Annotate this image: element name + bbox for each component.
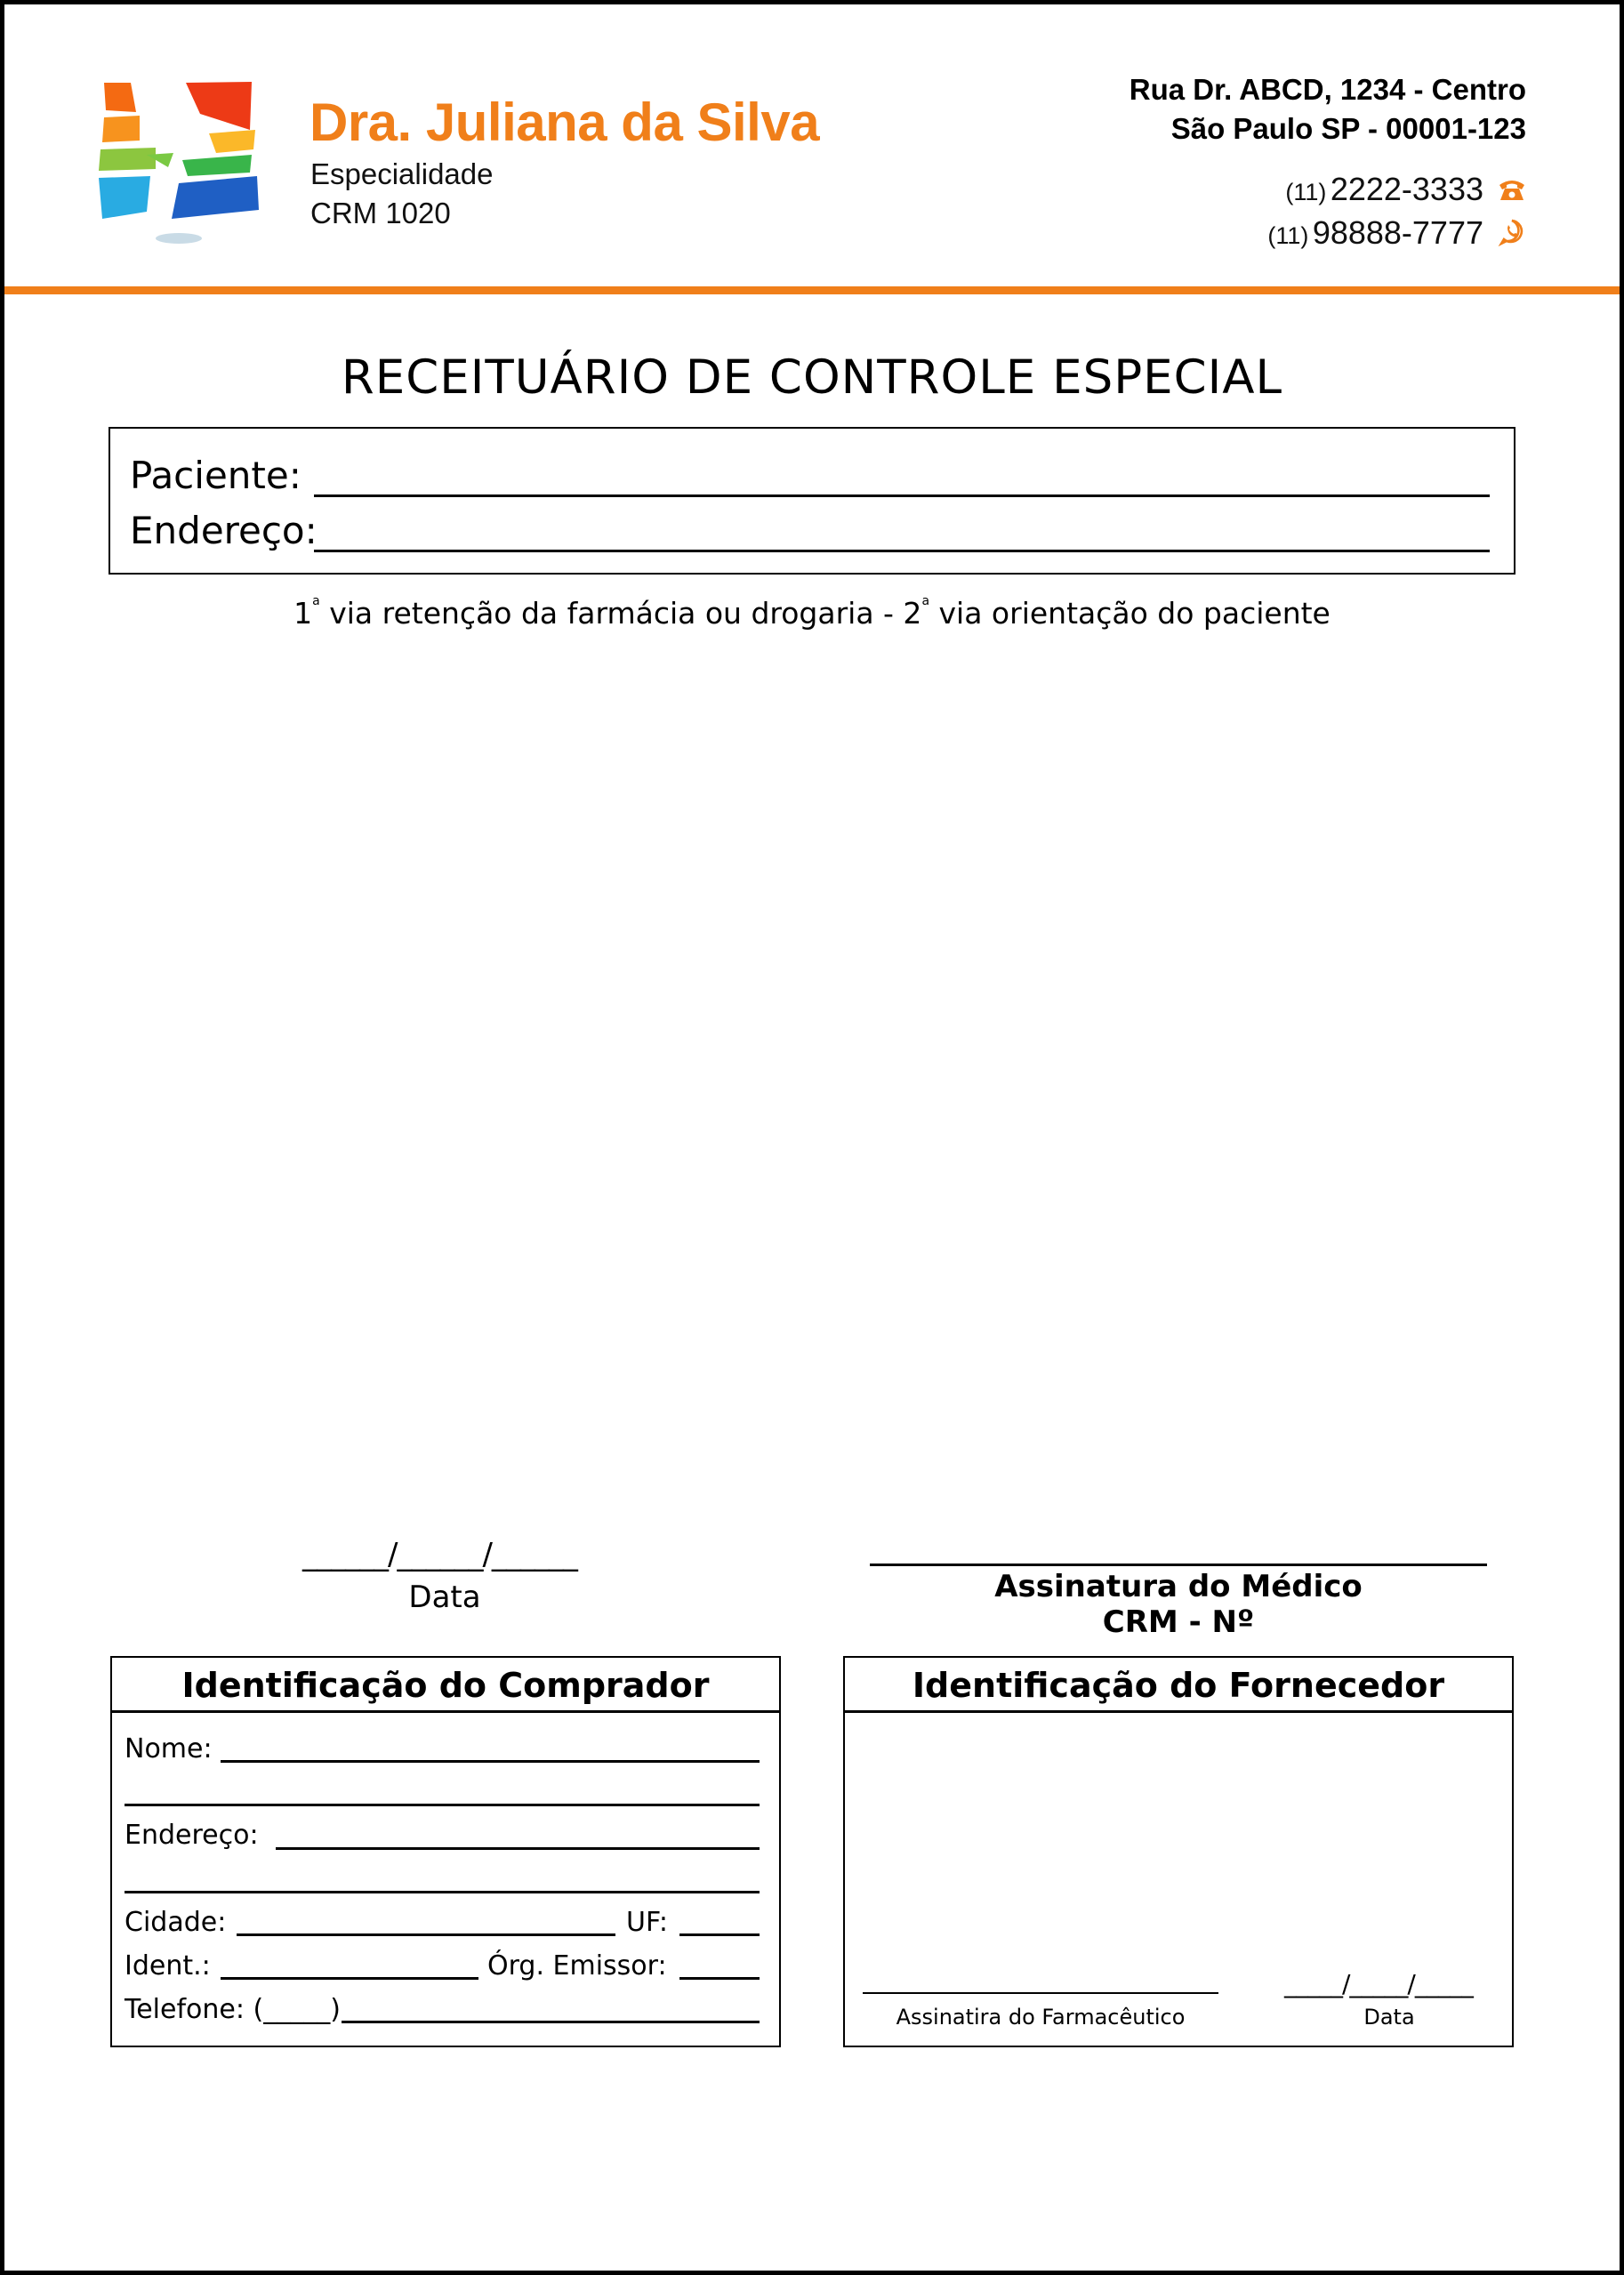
prescription-date-label: Data bbox=[408, 1580, 481, 1615]
buyer-uf-field[interactable] bbox=[679, 1933, 760, 1936]
buyer-address-label: Endereço: bbox=[125, 1820, 259, 1851]
buyer-name-field[interactable] bbox=[221, 1760, 760, 1763]
buyer-phone-label: Telefone: (_____) bbox=[125, 1994, 341, 2025]
phone-digits: 2222-3333 bbox=[1330, 171, 1483, 207]
buyer-address-field-2[interactable] bbox=[125, 1891, 760, 1893]
buyer-address-field[interactable] bbox=[276, 1847, 760, 1850]
buyer-org-field[interactable] bbox=[679, 1977, 760, 1980]
patient-label: Paciente: bbox=[130, 454, 301, 497]
patient-field[interactable] bbox=[314, 494, 1490, 497]
buyer-ident-field[interactable] bbox=[221, 1977, 478, 1980]
copy-instructions: 1$^a$ via retenção da farmácia ou drogaria - 2$^a$ via orientação do paciente bbox=[293, 594, 1331, 631]
patient-address-field[interactable] bbox=[314, 550, 1490, 552]
supplier-heading: Identificação do Fornecedor bbox=[845, 1658, 1512, 1713]
buyer-name-label: Nome: bbox=[125, 1733, 213, 1765]
doctor-signature-crm: CRM - Nº bbox=[1102, 1604, 1255, 1640]
form-title: RECEITUÁRIO DE CONTROLE ESPECIAL bbox=[341, 350, 1283, 405]
patient-address-label: Endereço: bbox=[130, 509, 318, 552]
buyer-box bbox=[110, 1656, 781, 2047]
address-line-1: Rua Dr. ABCD, 1234 - Centro bbox=[1129, 73, 1526, 106]
supplier-date-label: Data bbox=[1363, 2005, 1415, 2030]
whatsapp-icon bbox=[1497, 217, 1527, 247]
buyer-heading: Identificação do Comprador bbox=[112, 1658, 779, 1713]
phone-number bbox=[1285, 171, 1483, 208]
buyer-city-field[interactable] bbox=[237, 1933, 615, 1936]
phone-ddd: (11) bbox=[1285, 179, 1327, 205]
whatsapp-ddd: (11) bbox=[1267, 222, 1309, 249]
clinic-logo bbox=[93, 78, 271, 252]
doctor-signature-field[interactable] bbox=[870, 1564, 1487, 1566]
whatsapp-number bbox=[1267, 214, 1483, 252]
pharmacist-signature-label: Assinatira do Farmacêutico bbox=[896, 2005, 1186, 2030]
buyer-name-field-2[interactable] bbox=[125, 1804, 760, 1806]
buyer-org-label: Órg. Emissor: bbox=[487, 1950, 667, 1982]
telephone-icon bbox=[1497, 174, 1527, 205]
whatsapp-digits: 98888-7777 bbox=[1312, 214, 1483, 251]
buyer-ident-label: Ident.: bbox=[125, 1950, 211, 1982]
header-divider bbox=[4, 286, 1620, 294]
supplier-date-field[interactable]: _____/_____/_____ bbox=[1284, 1969, 1473, 1998]
buyer-uf-label: UF: bbox=[626, 1907, 668, 1938]
patient-box bbox=[109, 427, 1515, 575]
doctor-name: Dra. Juliana da Silva bbox=[310, 92, 820, 152]
doctor-signature-label: Assinatura do Médico bbox=[994, 1569, 1363, 1604]
prescription-date-field[interactable]: ______/______/______ bbox=[302, 1537, 577, 1572]
buyer-phone-field[interactable] bbox=[342, 2021, 760, 2023]
address-line-2: São Paulo SP - 00001-123 bbox=[1170, 112, 1526, 145]
pharmacist-signature-field[interactable] bbox=[863, 1992, 1218, 1994]
buyer-city-label: Cidade: bbox=[125, 1907, 227, 1938]
doctor-crm: CRM 1020 bbox=[310, 197, 451, 229]
doctor-specialty: Especialidade bbox=[310, 157, 494, 190]
